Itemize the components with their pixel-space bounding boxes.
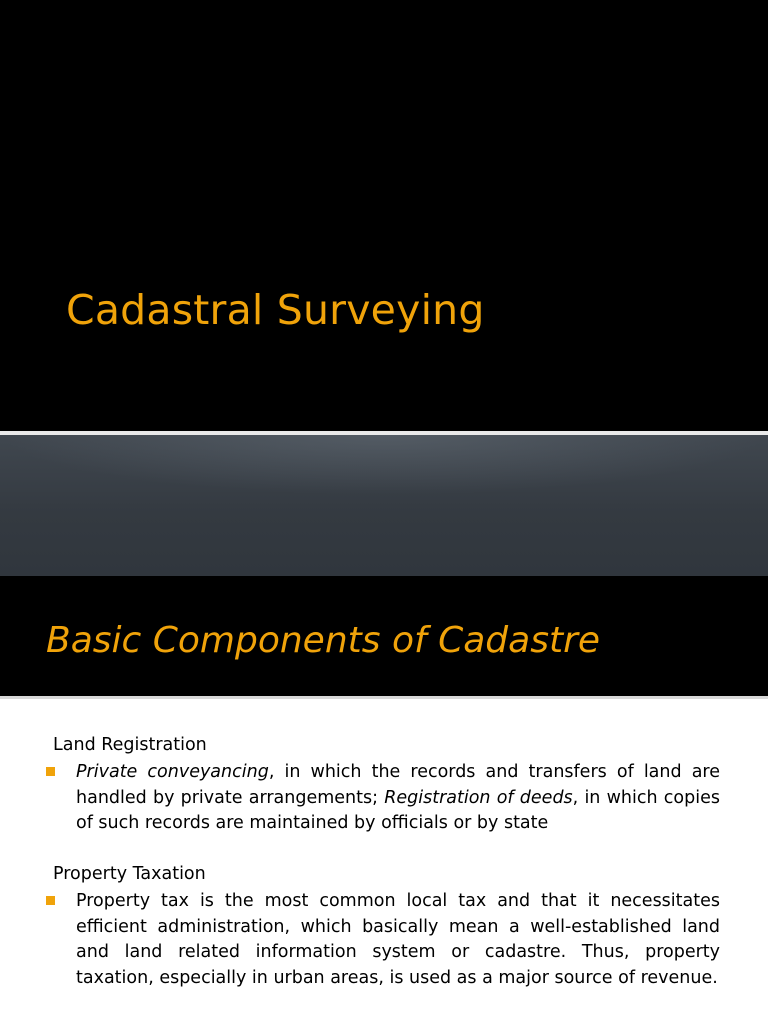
slide-header — [0, 576, 768, 696]
slide-title: Cadastral Surveying — [66, 286, 485, 334]
viewer-gap-glow — [0, 435, 768, 495]
bullet-text-part: , in which copies of such records are maintained by officials or by state — [76, 787, 720, 833]
bullet-text-land-registration — [76, 760, 720, 837]
term-registration-of-deeds: Registration of deeds — [384, 787, 573, 808]
bullet-text-part: , in which the records and transfers of land are handled by private arrangements; — [76, 762, 720, 808]
bullet-square-icon — [46, 896, 55, 905]
section-heading-property-taxation: Property Taxation — [53, 864, 206, 884]
section-heading-land-registration: Land Registration — [53, 735, 207, 755]
bullet-text-property-taxation: Property tax is the most common local tax and that it necessitates efficient administration, which basically mean a well-established land and land related information system or cadastre. Thus, property taxation, especially in urban areas, is used as a major source of revenue. — [76, 891, 720, 988]
slide-basic-components — [0, 576, 768, 1024]
bullet-square-icon — [46, 767, 55, 776]
term-private-conveyancing: Private conveyancing — [76, 762, 269, 782]
slide-cadastral-surveying — [0, 0, 768, 431]
header-divider — [0, 696, 768, 699]
slide-title: Basic Components of Cadastre — [46, 620, 601, 661]
